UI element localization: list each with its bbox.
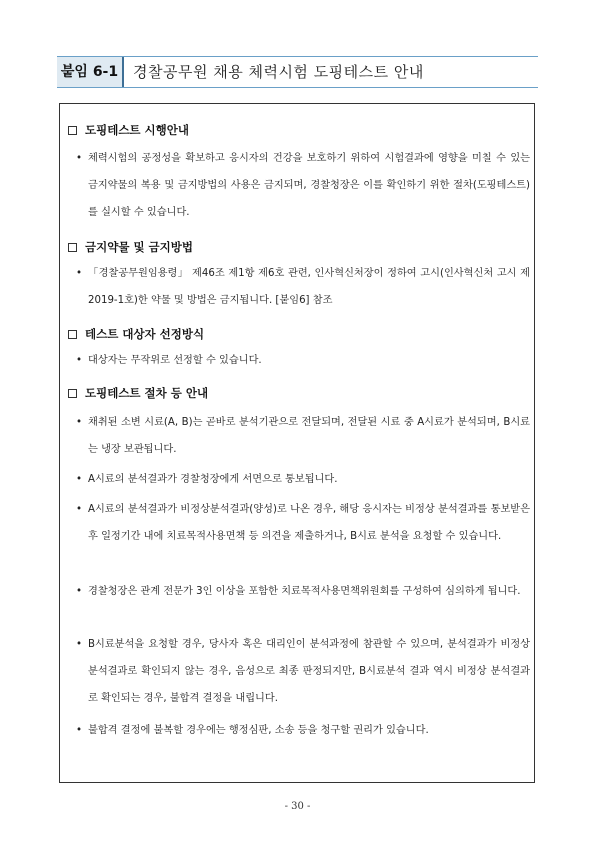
page-title: 경찰공무원 채용 체력시험 도핑테스트 안내 bbox=[133, 63, 424, 81]
bullet-dot: • bbox=[76, 153, 83, 164]
list-item-text: 「경찰공무원임용령」 제46조 제1항 제6호 관련, 인사혁신처장이 정하여 고시(인사혁신처 고시 제2019-1호)한 약물 및 방법은 금지됩니다. [붙임6] 참조 bbox=[88, 268, 530, 306]
square-bullet-icon bbox=[68, 330, 77, 339]
square-bullet-icon bbox=[68, 126, 77, 135]
list-item-text: 채취된 소변 시료(A, B)는 곧바로 분석기관으로 전달되며, 전달된 시료 중 A시료가 분석되며, B시료는 냉장 보관됩니다. bbox=[88, 417, 530, 455]
list-item bbox=[76, 409, 530, 463]
section-heading-text: 도핑테스트 시행안내 bbox=[85, 123, 189, 137]
list-item-text: 경찰청장은 관계 전문가 3인 이상을 포함한 치료목적사용면책위원회를 구성하여 심의하게 됩니다. bbox=[88, 586, 521, 597]
list-item bbox=[76, 631, 530, 712]
list-item-text: 체력시험의 공정성을 확보하고 응시자의 건강을 보호하기 위하여 시험결과에 영향을 미칠 수 있는 금지약물의 복용 및 금지방법의 사용은 금지되며, 경찰청장은 이를 확인하기 위한 절차(도핑테스트)를 실시할 수 있습니다. bbox=[88, 153, 530, 218]
bullet-dot: • bbox=[76, 474, 83, 485]
section-heading-doping-test bbox=[68, 122, 189, 138]
bullet-dot: • bbox=[76, 355, 83, 366]
list-item bbox=[76, 466, 530, 493]
bullet-dot: • bbox=[76, 725, 83, 736]
square-bullet-icon bbox=[68, 243, 77, 252]
bullet-dot: • bbox=[76, 639, 83, 650]
section-heading-procedure bbox=[68, 385, 208, 401]
header-bottom-rule bbox=[57, 87, 538, 88]
bullet-dot: • bbox=[76, 504, 83, 515]
list-item bbox=[76, 717, 530, 744]
list-item bbox=[76, 496, 530, 550]
list-item-text: A시료의 분석결과가 경찰청장에게 서면으로 통보됩니다. bbox=[88, 474, 338, 485]
list-item-text: A시료의 분석결과가 비정상분석결과(양성)로 나온 경우, 해당 응시자는 비정상 분석결과를 통보받은 후 일정기간 내에 치료목적사용면책 등 의견을 제출하거나, B시료 분석을 요청할 수 있습니다. bbox=[88, 504, 530, 542]
list-item bbox=[76, 347, 530, 374]
square-bullet-icon bbox=[68, 389, 77, 398]
list-item-text: B시료분석을 요청할 경우, 당사자 혹은 대리인이 분석과정에 참관할 수 있으며, 분석결과가 비정상 분석결과로 확인되지 않는 경우, 음성으로 최종 판정되지만, B시료분석 결과 역시 비정상 분석결과로 확인되는 경우, 불합격 결정을 내립니다. bbox=[88, 639, 530, 704]
list-item-text: 대상자는 무작위로 선정할 수 있습니다. bbox=[88, 355, 262, 366]
list-item-text: 불합격 결정에 불복할 경우에는 행정심판, 소송 등을 청구할 권리가 있습니다. bbox=[88, 725, 429, 736]
page-number: - 30 - bbox=[284, 801, 311, 812]
bullet-dot: • bbox=[76, 268, 83, 279]
section-heading-selection bbox=[68, 326, 204, 342]
list-item bbox=[76, 145, 530, 226]
section-heading-text: 금지약물 및 금지방법 bbox=[85, 240, 193, 254]
bullet-dot: • bbox=[76, 417, 83, 428]
list-item bbox=[76, 578, 530, 605]
page-header bbox=[57, 56, 538, 88]
bullet-dot: • bbox=[76, 586, 83, 597]
section-heading-text: 테스트 대상자 선정방식 bbox=[85, 327, 205, 341]
section-heading-prohibited bbox=[68, 239, 193, 255]
attachment-badge: 붙임 6-1 bbox=[57, 57, 124, 87]
section-heading-text: 도핑테스트 절차 등 안내 bbox=[85, 386, 209, 400]
list-item bbox=[76, 260, 530, 314]
